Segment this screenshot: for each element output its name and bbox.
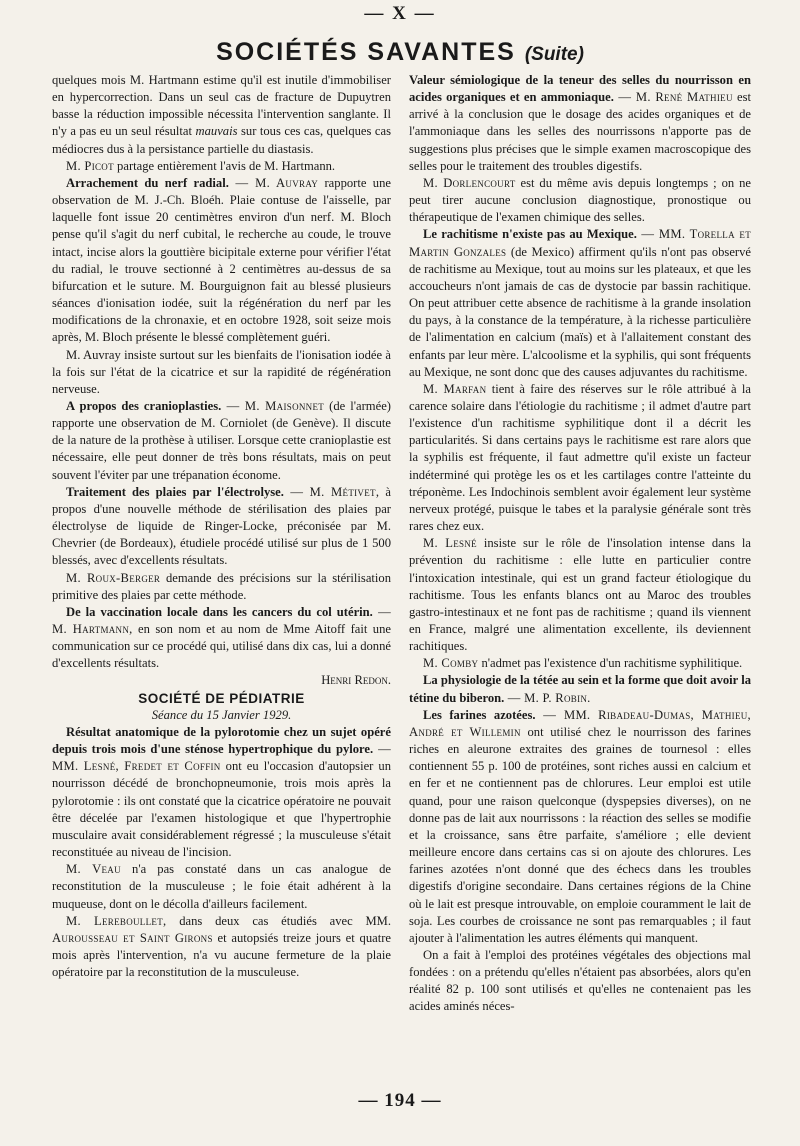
paragraph-farines-azotees: Les farines azotées. — MM. Ribadeau-Dumas, Mathieu, André et Willemin ont utilisé chez le nourrisson des farines riches en aleurone extraites des graines de tournesol : elles contiennent 55 p. 100 de protéines, sont riches aussi en calcium et en fer et ne contiennent pas de chlorures. Leur emploi est utile quand, pour une raison quelconque (dyspepsies diverses), on ne donne pas de lait aux nourrissons : la réaction des selles se modifie et la croissance, sans être parfaite, s'améliore ; elle devient meilleure encore dans certains cas si on ajoute des chlorures. Les farines azotées n'ont donné que des échecs dans les troubles digestifs d'origine secondaire. Dans certaines régions de la Chine où le lait est presque introuvable, on emploie couramment le lait de soja. Les courbes de croissance ne sont pas remarquables ; il faut ajouter à l'alimentation les autres éléments qui manquent. [409, 707, 751, 945]
paragraph-pylorotomie: Résultat anatomique de la pylorotomie chez un sujet opéré depuis trois mois d'une sténose hypertrophique du pylore. — MM. Lesné, Fredet et Coffin ont eu l'occasion d'autopsier un nourrisson décédé de bronchopneumonie, trois mois après la pylorotomie : ils ont constaté que la cicatrice opératoire ne pouvait être décelée par l'examen histologique et que l'hypertrophie musculaire avait considérablement régressé ; la musculeuse s'était reconstituée au niveau de l'incision. [52, 724, 392, 860]
paragraph-roux-berger: M. Roux-Berger demande des précisions sur la stérilisation primitive des plaies par cette méthode. [52, 570, 391, 602]
header-title: SOCIÉTÉS SAVANTES [216, 38, 516, 66]
paragraph-vaccination: De la vaccination locale dans les cancers du col utérin. — M. Hartmann, en son nom et au nom de Mme Aitoff fait une communication sur ce procédé qui, utilisé dans dix cas, lui a donné d'excellents résultats. [52, 604, 392, 671]
right-column [409, 72, 751, 1016]
paragraph-lereboullet: M. Lereboullet, dans deux cas étudiés avec MM. Aurousseau et Saint Girons et autopsiés treize jours et quatre mois après l'intervention, n'a vu aucune fermeture de la plaie opératoire par la reconstitution de la musculeuse. [52, 913, 391, 980]
paragraph-veau: M. Veau n'a pas constaté dans un cas analogue de reconstitution de la musculeuse ; le foie était adhérent à la muqueuse, dont on le décolla d'ailleurs facilement. [52, 862, 391, 911]
paragraph-lesne: M. Lesné insiste sur le rôle de l'insolation intense dans la prévention du rachitisme : elle lutte en particulier contre l'intoxication intestinale, qui est un grand facteur étiologique du rachitisme. Tous les enfants blancs ont au Maroc des troubles gastro-intestinaux et ne font pas de rachitisme ; quand ils viennent en France, malgré une alimentation excellente, ils deviennent rachitiques. [409, 536, 751, 654]
paragraph-dorlencourt: M. Dorlencourt est du même avis depuis longtemps ; on ne peut tirer aucune conclusion diagnostique, pronostique ou thérapeutique de l'examen chimique des selles. [409, 175, 751, 225]
header-suite: (Suite) [524, 44, 584, 65]
paragraph-marfan: M. Marfan tient à faire des réserves sur le rôle attribué à la carence solaire dans l'étiologie du rachitisme ; il admet d'autre part l'existence d'un rachitisme syphilitique dont il a décrit les particularités. Si dans certains pays le rachitisme est rare alors que la syphilis est fréquente, il faut admettre qu'il existe un facteur indéterminé qui protège les os et les cartilages contre l'atteinte du tréponème. Les Indochinois semblent avoir également leur système nerveux protégé, puisque le tabes et la paralysie générale sont très rares chez eux. [409, 381, 751, 534]
paragraph-valeur-semiologique: Valeur sémiologique de la teneur des selles du nourrisson en acides organiques et en ammoniaque. — M. René Mathieu est arrivé à la conclusion que le dosage des acides organiques et de l'ammoniaque dans les selles des nourrissons n'apporte pas de suggestions plus précises que le simple examen macroscopique des selles pour le traitement des troubles digestifs. [409, 73, 751, 173]
paragraph-electrolyse: Traitement des plaies par l'électrolyse. — M. Métivet, à propos d'une nouvelle méthode de stérilisation des plaies par électrolyse de liquide de Ringer-Locke, préconisée par M. Chevrier (de Bordeaux), étudiele procédé utilisé sur plus de 1 500 blessés, avec d'excellents résultats. [52, 484, 391, 568]
paragraph-auvray: M. Auvray insiste surtout sur les bienfaits de l'ionisation iodée à la fois sur l'état de la cicatrice et sur la rapidité de régénération nerveuse. [52, 347, 391, 396]
page-header [0, 38, 800, 67]
section-title-pediatrie: SOCIÉTÉ DE PÉDIATRIE [138, 690, 305, 706]
paragraph-proteines-vegetales: On a fait à l'emploi des protéines végétales des objections mal fondées : on a prétendu qu'elles n'étaient pas absorbées, alors qu'en réalité 82 p. 100 sont utilisés et qu'elles ne contenaient pas les acides aminés néces- [409, 947, 751, 1014]
left-column [52, 72, 391, 981]
paragraph-cranioplasties: A propos des cranioplasties. — M. Maisonnet (de l'armée) rapporte une observation de M. Corniolet (de Genève). Il discute de la nature de la prothèse à utiliser. Lorsque cette cranioplastie est nécessaire, elle peut donner de très bons résultats, mais on peut souvent l'éviter par une trépanation économe. [52, 398, 391, 482]
page-roman-numeral: — X — [364, 3, 436, 24]
paragraph-rachitisme-mexique: Le rachitisme n'existe pas au Mexique. — MM. Torella et Martin Gonzales (de Mexico) affirment qu'ils n'ont pas observé de rachitisme au Mexique, tout au moins sur les plateaux, et que les accoucheurs n'ont jamais de cas de dystocie par bassin rachitique. On peut attribuer cette absence de rachitisme à la grande insolation du pays, à la constance de la température, à la richesse particulière de l'alimentation en calcium (maïs) et à l'allaitement constant des enfants par leur mère. L'alcoolisme et la syphilis, qui sont fréquents au Mexique, ne sont donc que des causes adjuvantes du rachitisme. [409, 227, 751, 379]
paragraph-tetee: La physiologie de la tétée au sein et la forme que doit avoir la tétine du biberon. — M. P. Robin. [409, 673, 751, 705]
section-date: Séance du 15 Janvier 1929. [151, 707, 292, 722]
page-number: — 194 — [358, 1090, 442, 1111]
paragraph-hartmann-continued: quelques mois M. Hartmann estime qu'il est inutile d'immobiliser en hypercorrection. Dans un seul cas de fracture de Dupuytren basse la réduction impossible nécessita l'intervention sanglante. Il n'y a pas eu un seul résultat mauvais sur tous ces cas, quelques cas médiocres dus à la persistance partielle du diastasis. [52, 73, 391, 156]
paragraph-nerf-radial: Arrachement du nerf radial. — M. Auvray rapporte une observation de M. J.-Ch. Bloéh. Plaie contuse de l'aisselle, par laquelle font issue 20 centimètres environ d'un nerf. M. Bloch pense qu'il s'agit du nerf cubital, le recherche au coude, le trouve intact, incise alors la gouttière bicipitale externe pour vérifier l'état du radial, le trouve sectionné à 2 centimètres au-dessus de sa bifurcation et le suture. M. Bourguignon fait au blessé plusieurs séances d'ionisation iodée, suit la régénération du nerf par les modifications de la chronaxie, et en octobre 1928, soit seize mois après, M. Bloch présente le blessé complètement guéri. [52, 175, 391, 345]
signature: Henri Redon. [321, 673, 391, 688]
paragraph-comby: M. Comby n'admet pas l'existence d'un rachitisme syphilitique. [423, 656, 743, 671]
paragraph-picot: M. Picot partage entièrement l'avis de M. Hartmann. [66, 158, 336, 173]
